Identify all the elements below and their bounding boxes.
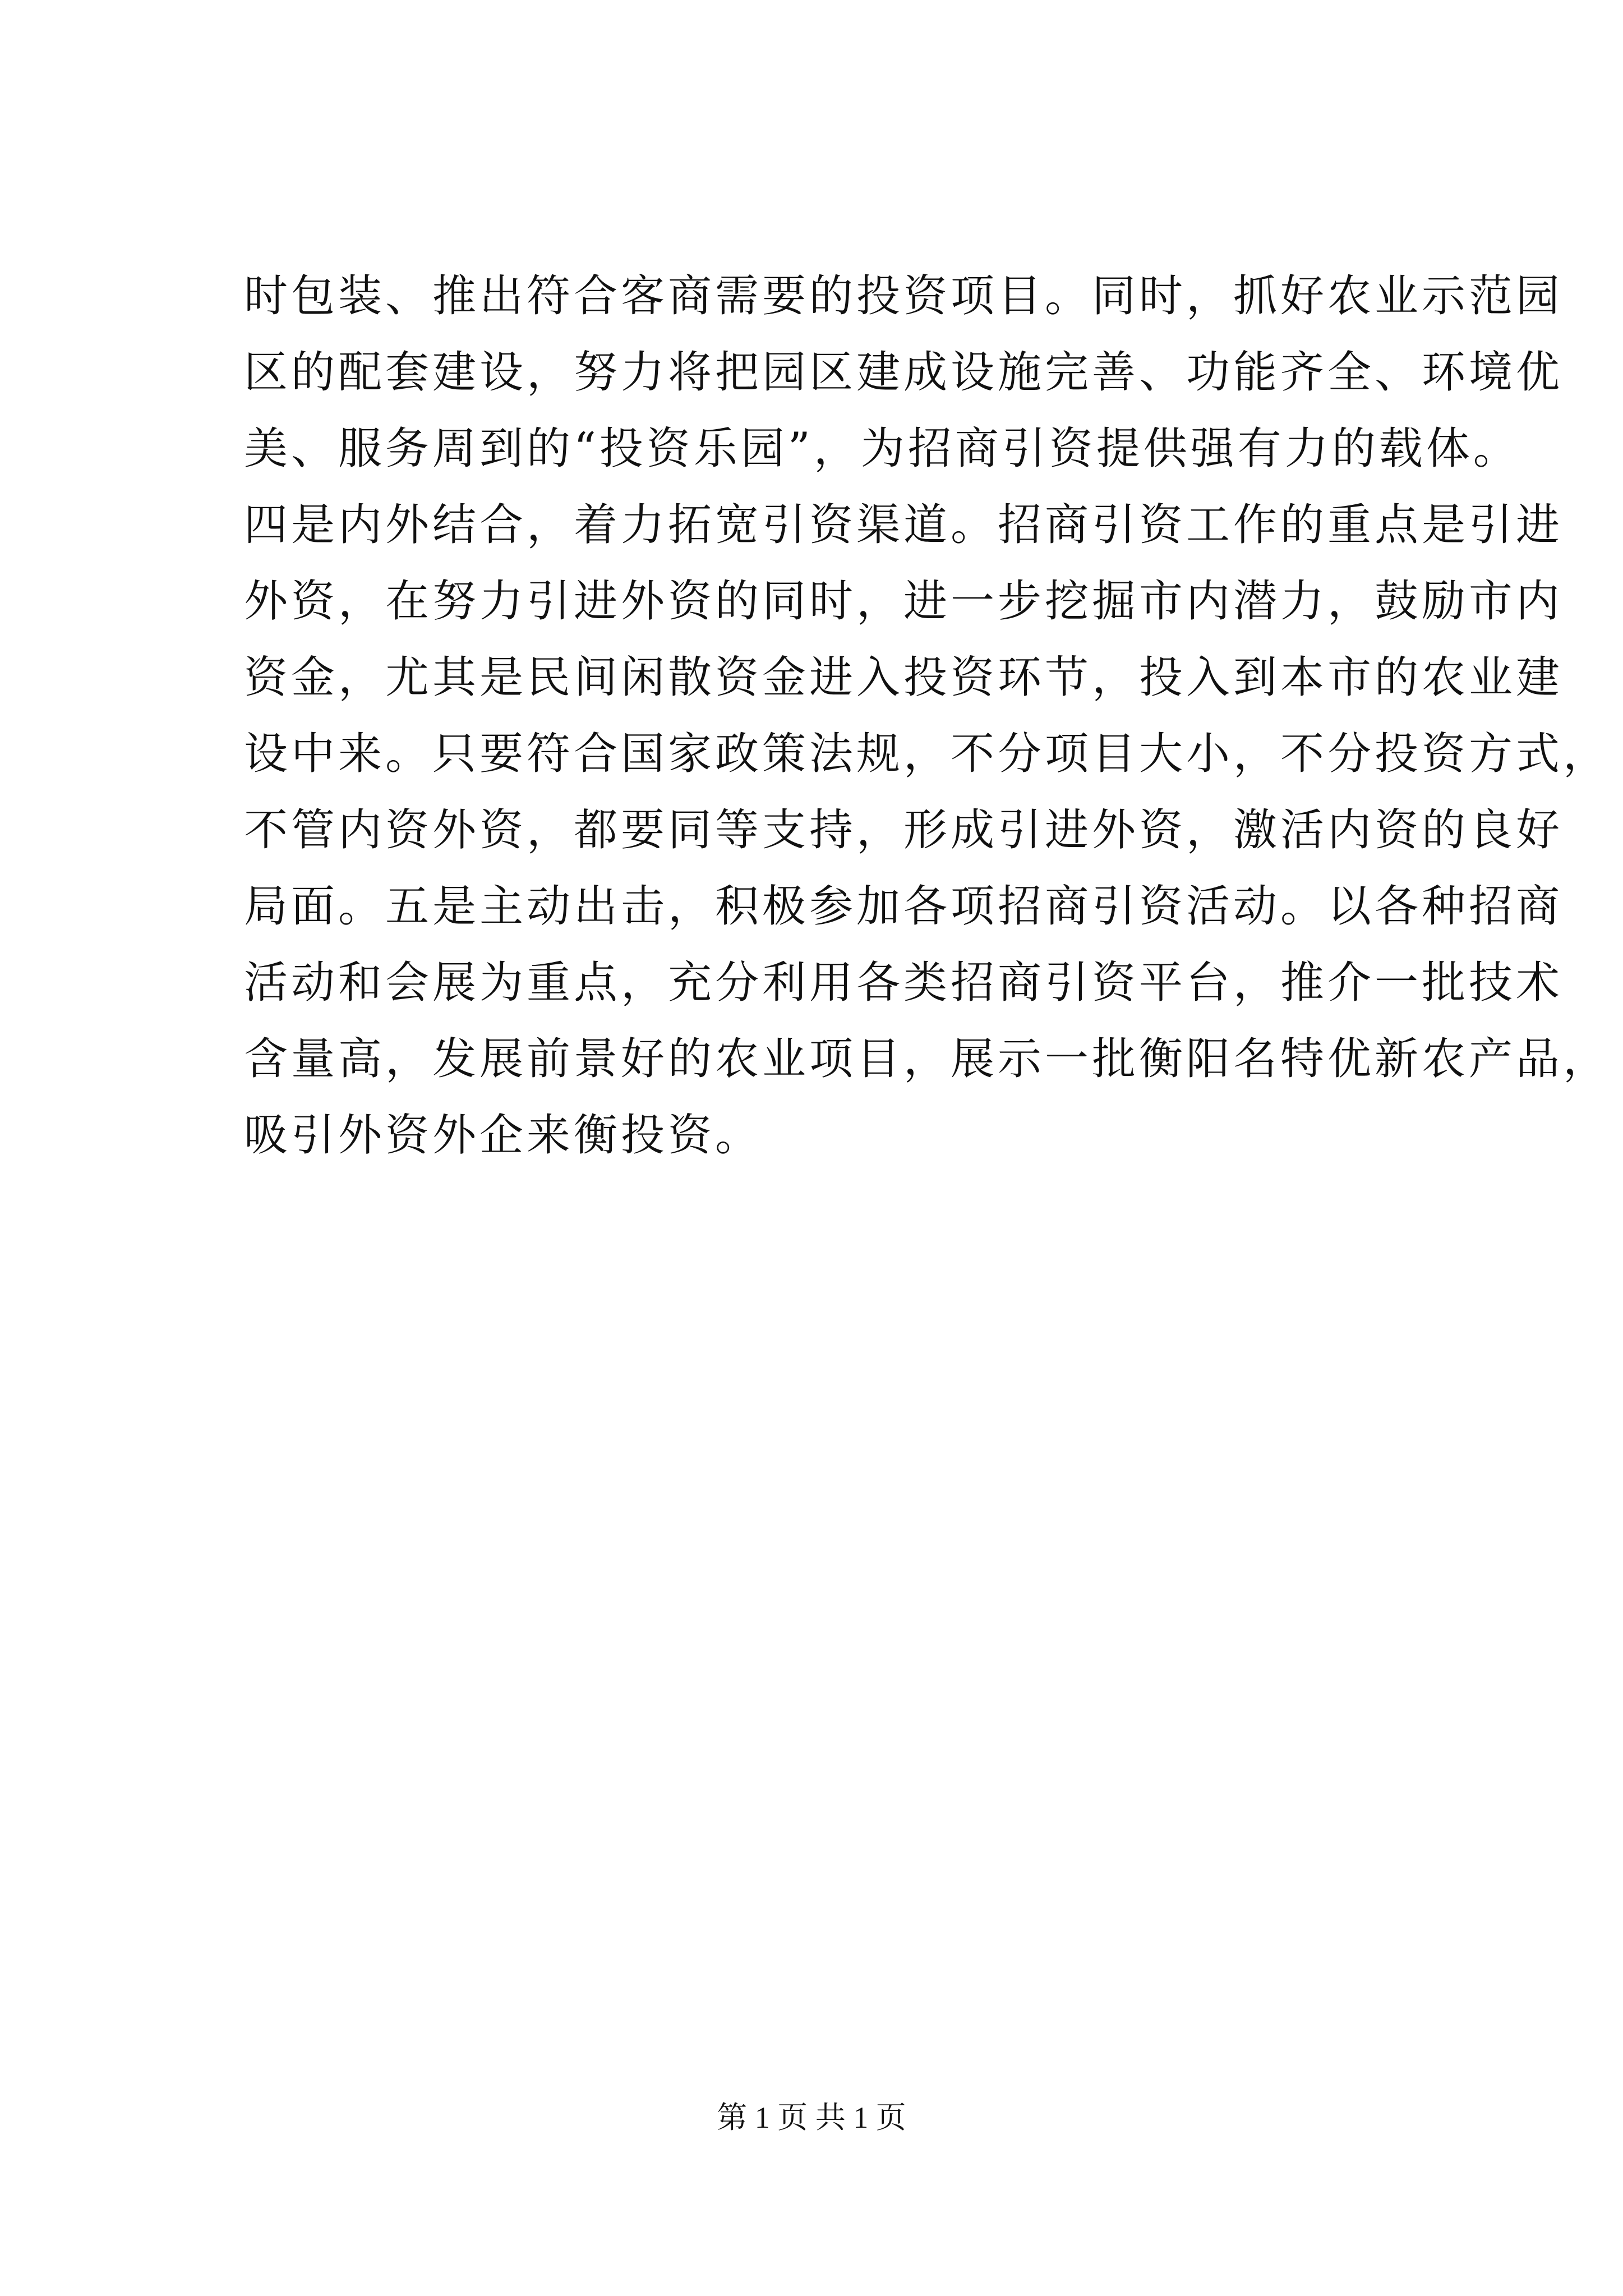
body-line-1: 时包装、推出符合客商需要的投资项目。同时，抓好农业示范园 [244, 271, 1564, 321]
body-line-2: 区的配套建设，努力将把园区建成设施完善、功能齐全、环境优 [244, 347, 1564, 398]
body-line-7: 设中来。只要符合国家政策法规，不分项目大小，不分投资方式， [244, 729, 1611, 779]
body-line-4: 四是内外结合，着力拓宽引资渠道。招商引资工作的重点是引进 [244, 500, 1564, 550]
body-line-3: 美、服务周到的“投资乐园”，为招商引资提供强有力的载体。 [244, 424, 1520, 474]
body-line-10: 活动和会展为重点，充分利用各类招商引资平台，推介一批技术 [244, 958, 1564, 1008]
body-line-11: 含量高，发展前景好的农业项目，展示一批衡阳名特优新农产品， [244, 1034, 1611, 1084]
body-line-6: 资金，尤其是民间闲散资金进入投资环节，投入到本市的农业建 [244, 652, 1564, 703]
body-line-9: 局面。五是主动出击，积极参加各项招商引资活动。以各种招商 [244, 881, 1564, 932]
body-line-5: 外资，在努力引进外资的同时，进一步挖掘市内潜力，鼓励市内 [244, 576, 1564, 627]
page-footer: 第 1 页 共 1 页 [717, 2101, 906, 2134]
body-paragraph [244, 258, 1611, 1174]
body-line-12: 吸引外资外企来衡投资。 [244, 1110, 763, 1161]
body-line-8: 不管内资外资，都要同等支持，形成引进外资，激活内资的良好 [244, 805, 1564, 855]
